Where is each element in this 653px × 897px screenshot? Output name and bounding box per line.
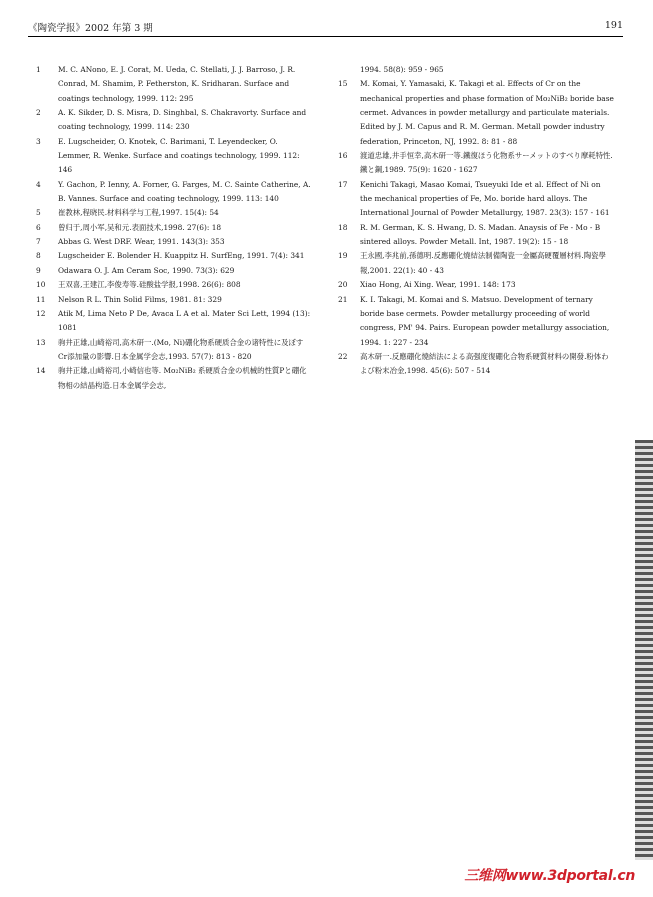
reference-item — [338, 77, 614, 149]
reference-number: 11 — [36, 294, 46, 304]
reference-item — [36, 293, 312, 307]
reference-text: Odawara O. J. Am Ceram Soc, 1990. 73(3): 629 — [58, 265, 235, 275]
reference-number: 15 — [338, 79, 348, 89]
reference-number: 3 — [36, 136, 41, 146]
reference-text: Y. Gachon, P. Ienny, A. Forner, G. Farges, M. C. Sainte Catherine, A. B. Vannes. Surface and coating technology, 1999. 113: 140 — [58, 179, 311, 204]
journal-title: 《陶瓷学报》2002 年第 3 期 — [28, 23, 153, 34]
references-right-column — [338, 63, 614, 379]
reference-text: 驹井正雄,山崎裕司,小崎信也等. Mo₂NiB₂ 系硬质合金の机械的性質Pと硼化物相の結晶构造.日本金属学会志, — [58, 366, 307, 390]
reference-item — [36, 264, 312, 278]
reference-item — [36, 278, 312, 292]
reference-text: Lugscheider E. Bolender H. Kuappitz H. SurfEng, 1991. 7(4): 341 — [58, 251, 305, 261]
page-number: 191 — [604, 20, 623, 31]
reference-text: Abbas G. West DRF. Wear, 1991. 143(3): 353 — [58, 237, 225, 247]
reference-item — [36, 249, 312, 263]
reference-item — [338, 278, 614, 292]
reference-number: 6 — [36, 222, 41, 232]
reference-number: 4 — [36, 179, 41, 189]
reference-item — [338, 293, 614, 350]
reference-text: 曾归于,周小军,吴和元.表面技术,1998. 27(6): 18 — [58, 222, 222, 232]
reference-item — [36, 307, 312, 336]
reference-number: 12 — [36, 308, 46, 318]
reference-text: Atik M, Lima Neto P De, Avaca L A et al. Mater Sci Lett, 1994 (13): 1081 — [58, 308, 311, 333]
reference-text: 王双喜,王建江,李俊寿等.硅酸盐学报,1998. 26(6): 808 — [58, 280, 241, 290]
reference-number: 13 — [36, 337, 46, 347]
reference-text: K. I. Takagi, M. Komai and S. Matsuo. Development of ternary boride base cermets. Powder metallurgy proceeding of world congress, PM' 94. Pairs. European powder metallurgy association, 1994. 1: 227 - 234 — [360, 294, 610, 347]
reference-number: 5 — [36, 208, 41, 218]
reference-number: 10 — [36, 280, 46, 290]
reference-item — [338, 63, 614, 77]
reference-text: Nelson R L. Thin Solid Films, 1981. 81: 329 — [58, 294, 222, 304]
watermark: 三维网www.3dportal.cn — [415, 865, 635, 887]
reference-item — [338, 178, 614, 221]
references-left-column — [36, 63, 312, 393]
reference-item — [338, 221, 614, 250]
reference-text: Kenichi Takagi, Masao Komai, Tsueyuki Ide et al. Effect of Ni on the mechanical properties of Fe, Mo. boride hard alloys. The International Journal of Powder Metallurgy, 1987. 23(3): 157 - 161 — [360, 179, 610, 218]
reference-number: 18 — [338, 222, 348, 232]
running-header — [28, 14, 623, 37]
reference-number: 1 — [36, 65, 41, 74]
reference-item — [338, 350, 614, 379]
reference-item — [36, 106, 312, 135]
reference-text: A. K. Sikder, D. S. Misra, D. Singhbal, S. Chakravorty. Surface and coating technology, 1999. 114: 230 — [58, 108, 307, 132]
reference-text: 王永國,李兆前,孫德明.反應硼化燒結法制備陶瓷一金屬高硬覆層材料.陶瓷學報,2001. 22(1): 40 - 43 — [360, 251, 606, 275]
reference-text: R. M. German, K. S. Hwang, D. S. Madan. Anaysis of Fe - Mo - B sintered alloys. Powder Metall. Int, 1987. 19(2): 15 - 18 — [360, 222, 601, 247]
reference-text: 驹井正雄,山崎裕司,高木研一.(Mo, Ni)硼化物系硬质合金の诸特性に及ぼすCr添加量の影響.日本金属学会志,1993. 57(7): 813 - 820 — [58, 337, 304, 361]
reference-text: M. C. ANono, E. J. Corat, M. Ueda, C. Stellati, J. J. Barroso, J. R. Conrad, M. Shamim, P. Fetherston, K. Sridharan. Surface and coatings technology, 1999. 112: 295 — [58, 65, 296, 103]
reference-number: 17 — [338, 179, 348, 189]
reference-text: 高木研一.反應硼化燒結法による高强度復硼化合物系硬質材料の開發.粉体わよび粉末冶金,1998. 45(6): 507 - 514 — [360, 351, 609, 376]
reference-number: 16 — [338, 151, 348, 161]
reference-text: 1994. 58(8): 959 - 965 — [360, 65, 444, 74]
reference-text: 渡道忠雄,井手恒幸,高木研一等.鐵復ほう化物系サーメットのすべり摩耗特性.鐵と鋼,1989. 75(9): 1620 - 1627 — [360, 151, 613, 175]
reference-item — [338, 149, 614, 178]
reference-item — [36, 235, 312, 249]
reference-number: 21 — [338, 294, 348, 304]
reference-number: 20 — [338, 280, 348, 290]
reference-item — [36, 221, 312, 235]
reference-text: E. Lugscheider, O. Knotek, C. Barimani, T. Leyendecker, O. Lemmer, R. Wenke. Surface and coatings technology, 1999. 112: 146 — [58, 136, 300, 175]
reference-item — [36, 63, 312, 106]
reference-number: 7 — [36, 237, 41, 247]
reference-text: Xiao Hong, Ai Xing. Wear, 1991. 148: 173 — [360, 280, 516, 290]
reference-text: M. Komai, Y. Yamasaki, K. Takagi et al. Effects of Cr on the mechanical properties and phase formation of Mo₂NiB₂ boride base cermet. Advances in powder metallurgy and particulate materials. Edited by J. M. Capus and R. M. German. Metall powder industry federation, Princeton, NJ, 1992. 8: 81 - 88 — [360, 79, 614, 146]
reference-item — [338, 249, 614, 278]
reference-number: 14 — [36, 366, 46, 376]
reference-number: 8 — [36, 251, 41, 261]
reference-item — [36, 135, 312, 178]
reference-item — [36, 364, 312, 393]
reference-number: 2 — [36, 108, 41, 118]
reference-number: 22 — [338, 351, 348, 361]
reference-number: 19 — [338, 251, 348, 261]
reference-text: 崔教林,程晓民.材料科学与工程,1997. 15(4): 54 — [58, 208, 219, 218]
reference-number: 9 — [36, 265, 41, 275]
reference-item — [36, 178, 312, 207]
scan-edge-stripe — [635, 440, 653, 860]
reference-item — [36, 206, 312, 220]
reference-item — [36, 336, 312, 365]
